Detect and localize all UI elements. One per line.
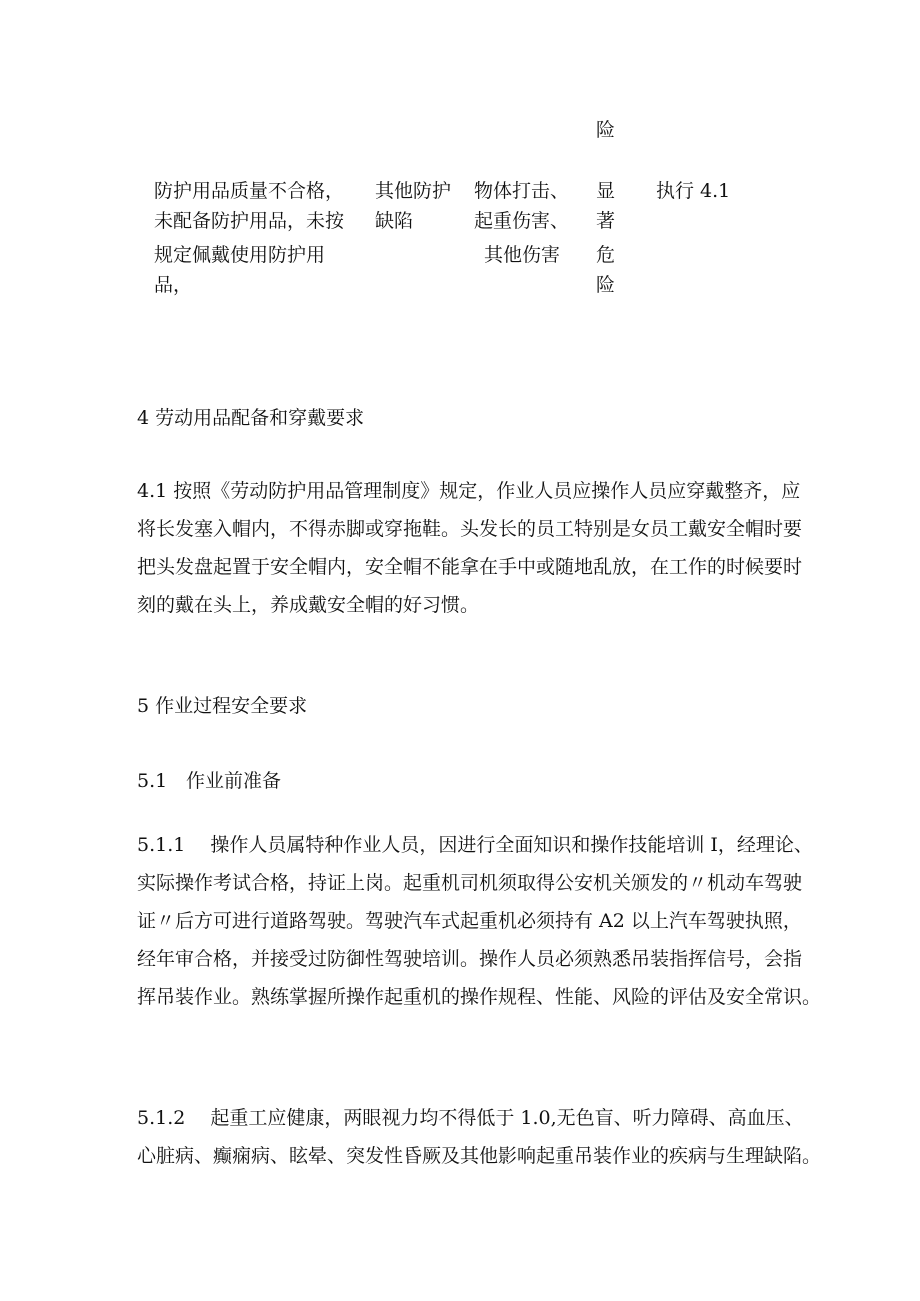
consequence-line: 起重伤害、 — [474, 210, 570, 232]
paragraph-line: 挥吊装作业。熟练掌握所操作起重机的操作规程、性能、风险的评估及安全常识。 — [137, 986, 822, 1008]
risk-level-cell — [596, 176, 615, 300]
risk-level-char: 险 — [596, 274, 616, 296]
cause-line: 未配备防护用品，未按 — [154, 210, 345, 232]
paragraph-line: 5.1.2 起重工应健康，两眼视力均不得低于 1.0,无色盲、听力障碍、高血压、 — [137, 1107, 804, 1129]
section-5-1-number: 5.1 — [137, 770, 168, 792]
measure-cell: 执行 4.1 — [656, 180, 731, 202]
paragraph-line: 刻的戴在头上，养成戴安全帽的好习惯。 — [137, 594, 480, 616]
risk-level-char: 著 — [596, 210, 616, 232]
section-5-1-1-paragraph — [137, 826, 822, 1016]
risk-level-char: 显 — [596, 180, 616, 202]
section-5-1-2-paragraph — [137, 1099, 822, 1175]
type-line: 缺陷 — [375, 210, 414, 232]
type-line: 其他防护 — [375, 180, 452, 202]
paragraph-line: 经年审合格，并接受过防御性驾驶培训。操作人员必须熟悉吊装指挥信号，会指 — [137, 948, 803, 970]
type-cell — [375, 176, 451, 236]
cause-cell — [154, 176, 344, 300]
consequence-line: 物体打击、 — [474, 180, 570, 202]
section-4-heading: 4 劳动用品配备和穿戴要求 — [137, 407, 365, 429]
cause-line: 规定佩戴使用防护用 — [154, 244, 326, 266]
paragraph-line: 5.1.1 操作人员属特种作业人员，因进行全面知识和操作技能培训 I，经理论、 — [137, 834, 813, 856]
section-5-1-title: 作业前准备 — [186, 770, 282, 792]
section-4-1-paragraph — [137, 472, 802, 624]
paragraph-line: 实际操作考试合格，持证上岗。起重机司机须取得公安机关颁发的〃机动车驾驶 — [137, 872, 803, 894]
risk-level-char: 危 — [596, 244, 616, 266]
consequence-cell — [474, 176, 569, 270]
table-top-char: 险 — [596, 119, 616, 141]
paragraph-line: 把头发盘起置于安全帽内，安全帽不能拿在手中或随地乱放，在工作的时候要时 — [137, 556, 803, 578]
cause-line: 品， — [154, 274, 193, 296]
paragraph-line: 证〃后方可进行道路驾驶。驾驶汽车式起重机必须持有 A2 以上汽车驾驶执照， — [137, 910, 802, 932]
paragraph-line: 心脏病、癫痫病、眩晕、突发性昏厥及其他影响起重吊装作业的疾病与生理缺陷。 — [137, 1145, 822, 1167]
paragraph-line: 将长发塞入帽内，不得赤脚或穿拖鞋。头发长的员工特别是女员工戴安全帽时要 — [137, 518, 803, 540]
section-5-heading: 5 作业过程安全要求 — [137, 695, 308, 717]
paragraph-line: 4.1 按照《劳动防护用品管理制度》规定，作业人员应操作人员应穿戴整齐，应 — [137, 480, 801, 502]
consequence-line: 其他伤害 — [484, 244, 561, 266]
cause-line: 防护用品质量不合格， — [154, 180, 345, 202]
